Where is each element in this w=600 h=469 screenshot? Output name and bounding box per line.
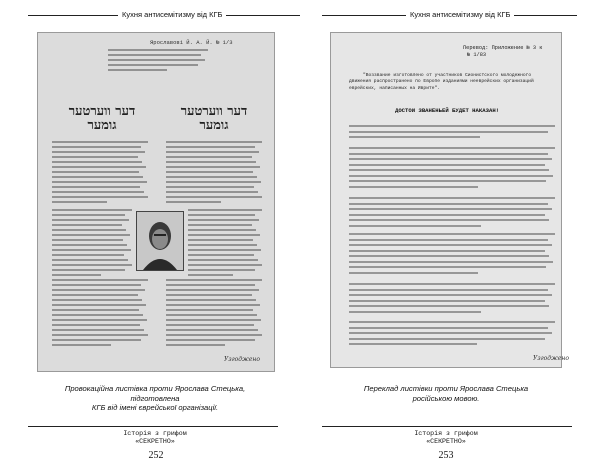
- scan-text-line: [52, 219, 129, 221]
- scan-text-line: [188, 269, 255, 271]
- scan-text-line: [349, 338, 545, 340]
- scan-text-line: [108, 64, 198, 66]
- scan-text-line: [166, 314, 257, 316]
- scan-text-line: [52, 146, 141, 148]
- portrait-image: [137, 212, 183, 270]
- scan-text-line: [52, 309, 139, 311]
- scan-text-line: [52, 294, 138, 296]
- scan-text-line: [349, 180, 546, 182]
- hebrew-right-line-2: גומער: [199, 118, 229, 133]
- scan-text-line: [52, 234, 130, 236]
- scan-text-line: [52, 229, 126, 231]
- scan-text-line: [349, 289, 548, 291]
- scan-text-line: [188, 214, 255, 216]
- scan-text-line: [166, 176, 257, 178]
- scan-text-line: [349, 186, 478, 188]
- scan-text-line: [52, 249, 131, 251]
- scan-text-line: [108, 54, 201, 56]
- leaflet-signature: Узгоджено: [224, 356, 260, 363]
- scan-text-line: [108, 69, 167, 71]
- scan-text-line: [52, 186, 140, 188]
- scan-text-line: [166, 294, 252, 296]
- scan-text-line: [349, 136, 480, 138]
- scan-text-line: [52, 339, 141, 341]
- scan-text-line: [166, 196, 262, 198]
- scan-text-line: [166, 284, 255, 286]
- scan-text-line: [188, 274, 233, 276]
- scan-text-line: [108, 49, 208, 51]
- right-caption: [330, 384, 562, 403]
- scan-text-line: [349, 153, 548, 155]
- scan-text-line: [349, 131, 548, 133]
- scan-text-line: [349, 164, 545, 166]
- scan-text-line: [166, 201, 221, 203]
- scan-text-line: [52, 319, 147, 321]
- scan-text-line: [52, 284, 141, 286]
- hebrew-left-line-2: גומער: [87, 118, 117, 133]
- hebrew-headline-left: [56, 105, 148, 133]
- scan-text-line: [108, 59, 205, 61]
- scan-text-line: [188, 219, 259, 221]
- scan-text-line: [52, 209, 132, 211]
- scan-text-line: [166, 279, 262, 281]
- scan-text-line: [349, 332, 552, 334]
- left-footer-rule: [28, 426, 278, 427]
- scan-text-line: [349, 225, 481, 227]
- left-caption-line-2: КГБ від імені єврейської організації.: [91, 403, 219, 412]
- scan-text-line: [52, 156, 138, 158]
- scan-text-line: [349, 239, 548, 241]
- scan-text-line: [52, 344, 111, 346]
- leaflet-scan: [37, 32, 275, 372]
- scan-text-line: [166, 344, 225, 346]
- right-footer-rule: [322, 426, 572, 427]
- running-head: [28, 8, 300, 22]
- translation-signature: Узгоджено: [533, 355, 569, 362]
- translation-intro-line-2: движения распространено по Европе изданиями нееврейских организаций: [349, 79, 534, 85]
- scan-text-line: [188, 239, 253, 241]
- scan-text-line: [166, 191, 258, 193]
- scan-text-line: [166, 166, 260, 168]
- scan-text-line: [166, 304, 260, 306]
- scan-text-line: [166, 161, 256, 163]
- running-head-text: Кухня антисемітизму від КГБ: [406, 8, 514, 22]
- scan-text-line: [166, 329, 258, 331]
- scan-text-line: [349, 283, 555, 285]
- right-caption-line-2: російською мовою.: [412, 393, 480, 403]
- scan-text-line: [52, 289, 145, 291]
- hebrew-right-line-1: דער ווערטער: [180, 104, 248, 119]
- right-footer-line-2: «СЕКРЕТНО»: [426, 438, 466, 445]
- scan-text-line: [166, 339, 255, 341]
- scan-text-line: [52, 244, 127, 246]
- scan-text-line: [166, 289, 259, 291]
- scan-text-line: [52, 239, 123, 241]
- scan-text-line: [349, 203, 548, 205]
- scan-text-line: [52, 274, 101, 276]
- scan-text-line: [188, 234, 260, 236]
- scan-text-line: [349, 261, 553, 263]
- scan-text-line: [349, 266, 546, 268]
- scan-text-line: [52, 279, 148, 281]
- hebrew-headline-right: [166, 105, 262, 133]
- scan-text-line: [349, 311, 481, 313]
- scan-text-line: [166, 181, 261, 183]
- scan-text-line: [52, 329, 144, 331]
- scan-text-line: [52, 191, 144, 193]
- scan-text-line: [52, 141, 148, 143]
- scan-text-line: [52, 334, 148, 336]
- translation-scan: [330, 32, 569, 368]
- portrait-photo: [136, 211, 184, 271]
- scan-text-line: [349, 250, 545, 252]
- scan-text-line: [52, 181, 147, 183]
- scan-text-line: [166, 334, 262, 336]
- scan-text-line: [52, 259, 128, 261]
- translation-ref-line-1: Перевод: Приложение № 3 к: [463, 45, 543, 51]
- scan-text-line: [349, 125, 555, 127]
- left-caption-line-1: Провокаційна листівка проти Ярослава Стецька, підготовлена: [64, 384, 246, 403]
- right-footer-line-1: Історія з грифом: [414, 430, 478, 437]
- running-head: [322, 8, 577, 22]
- scan-text-line: [349, 233, 555, 235]
- right-page: [300, 0, 600, 469]
- scan-text-line: [166, 186, 254, 188]
- scan-text-line: [349, 327, 548, 329]
- translation-intro: [349, 73, 555, 92]
- scan-text-line: [166, 324, 254, 326]
- scan-text-line: [349, 255, 549, 257]
- right-page-number: 253: [438, 450, 454, 461]
- scan-text-line: [188, 249, 261, 251]
- scan-text-line: [52, 196, 148, 198]
- scan-text-line: [52, 304, 146, 306]
- scan-text-line: [166, 141, 262, 143]
- scan-text-line: [52, 224, 122, 226]
- scan-text-line: [52, 269, 125, 271]
- scan-text-line: [166, 146, 255, 148]
- scan-text-line: [52, 314, 143, 316]
- scan-text-line: [52, 299, 142, 301]
- translation-heading: ДОСТОИ ЗВАНЕНЬЕЙ БУДЕТ НАКАЗАН!: [394, 107, 500, 114]
- scan-text-line: [188, 259, 258, 261]
- scan-text-line: [349, 219, 549, 221]
- scan-text-line: [349, 300, 545, 302]
- scan-text-line: [349, 244, 552, 246]
- scan-text-line: [349, 305, 549, 307]
- scan-text-line: [349, 169, 549, 171]
- scan-text-line: [188, 224, 252, 226]
- scan-text-line: [188, 264, 262, 266]
- scan-text-line: [52, 151, 145, 153]
- scan-text-line: [52, 161, 142, 163]
- scan-text-line: [349, 197, 555, 199]
- scan-text-line: [52, 214, 125, 216]
- scan-text-line: [188, 244, 257, 246]
- right-footer: [386, 430, 506, 446]
- scan-text-line: [349, 214, 545, 216]
- leaflet-header: Ярославові Й. А. Й. № 1/3: [150, 39, 233, 46]
- scan-text-line: [52, 171, 139, 173]
- translation-ref: [463, 45, 542, 59]
- scan-text-line: [166, 151, 259, 153]
- scan-text-line: [188, 209, 262, 211]
- scan-text-line: [349, 321, 555, 323]
- scan-text-line: [52, 166, 146, 168]
- scan-text-line: [166, 299, 256, 301]
- running-head-text: Кухня антисемітизму від КГБ: [118, 8, 226, 22]
- scan-text-line: [349, 343, 477, 345]
- scan-text-line: [166, 319, 261, 321]
- scan-text-line: [349, 158, 552, 160]
- left-footer: [95, 430, 215, 446]
- right-caption-line-1: Переклад листівки проти Ярослава Стецька: [363, 384, 529, 393]
- scan-text-line: [349, 208, 552, 210]
- scan-text-line: [52, 254, 124, 256]
- left-footer-line-2: «СЕКРЕТНО»: [135, 438, 175, 445]
- scan-text-line: [349, 272, 478, 274]
- scan-text-line: [166, 171, 253, 173]
- left-caption: [40, 384, 270, 413]
- translation-ref-line-2: № 1/83: [467, 52, 487, 58]
- scan-text-line: [166, 156, 252, 158]
- scan-text-line: [349, 175, 553, 177]
- scan-text-line: [52, 201, 107, 203]
- translation-intro-line-1: "Воззвание изготовлено от участников Сионистского молодежного: [363, 73, 532, 78]
- scan-text-line: [52, 176, 143, 178]
- scan-text-line: [349, 294, 552, 296]
- scan-text-line: [166, 309, 253, 311]
- scan-text-line: [188, 229, 256, 231]
- scan-text-line: [52, 324, 140, 326]
- scan-text-line: [349, 147, 555, 149]
- hebrew-left-line-1: דער ווערטער: [68, 104, 136, 119]
- scan-text-line: [52, 264, 132, 266]
- left-footer-line-1: Історія з грифом: [123, 430, 187, 437]
- left-page-number: 252: [148, 450, 164, 461]
- scan-text-line: [188, 254, 254, 256]
- translation-intro-line-3: еврейских, написанных на Иврите".: [349, 85, 440, 91]
